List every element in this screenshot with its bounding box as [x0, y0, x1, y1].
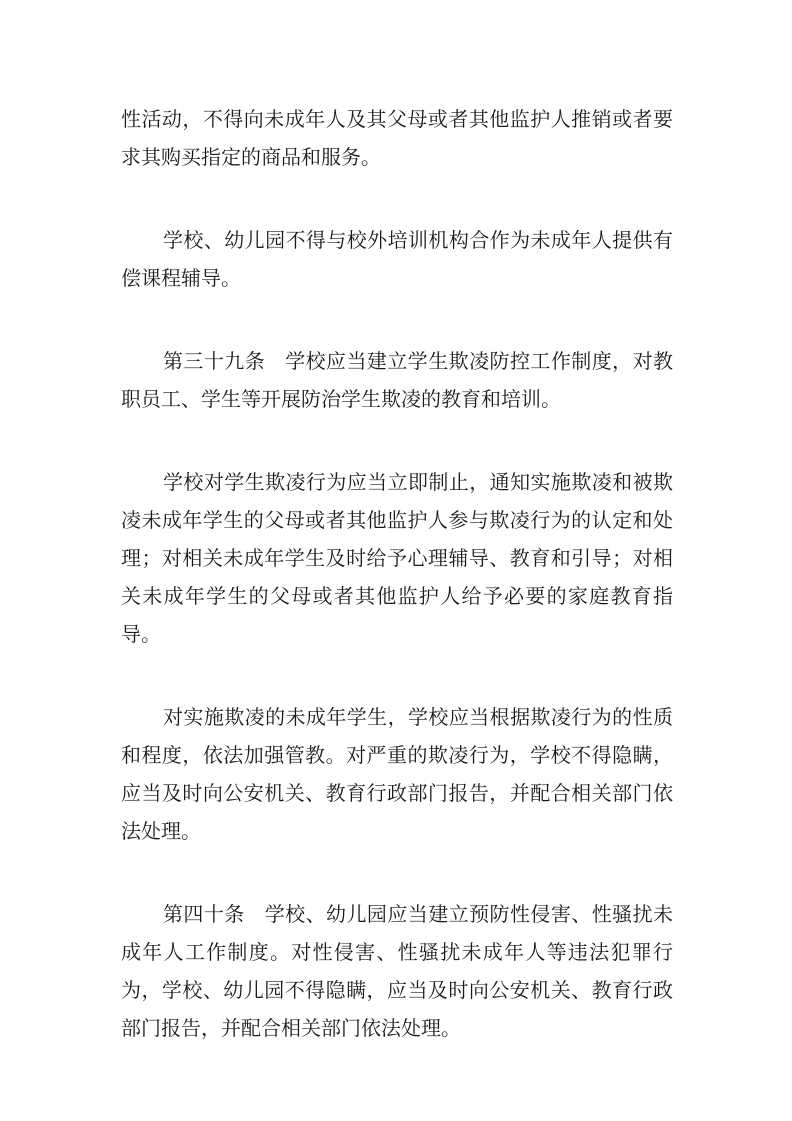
paragraph-3	[121, 342, 673, 418]
paragraph-1	[121, 100, 673, 176]
paragraph-text: 学校、幼儿园应当建立预防性侵害、性骚扰未成年人工作制度。对性侵害、性骚扰未成年人等违法犯罪行为，学校、幼儿园不得隐瞒，应当及时向公安机关、教育行政部门报告，并配合相关部门依法处理。	[121, 902, 674, 1040]
paragraph-5	[121, 698, 673, 850]
document-body	[121, 100, 673, 1047]
paragraph-text: 学校、幼儿园不得与校外培训机构合作为未成年人提供有偿课程辅导。	[121, 228, 673, 290]
paragraph-text: 对实施欺凌的未成年学生，学校应当根据欺凌行为的性质和程度，依法加强管教。对严重的欺凌行为，学校不得隐瞒，应当及时向公安机关、教育行政部门报告，并配合相关部门依法处理。	[121, 705, 673, 843]
paragraph-4	[121, 463, 673, 653]
article-number: 第三十九条	[163, 349, 266, 373]
paragraph-text: 性活动，不得向未成年人及其父母或者其他监护人推销或者要求其购买指定的商品和服务。	[121, 107, 673, 169]
paragraph-6	[121, 895, 673, 1047]
paragraph-text: 学校对学生欺凌行为应当立即制止，通知实施欺凌和被欺凌未成年学生的父母或者其他监护人参与欺凌行为的认定和处理；对相关未成年学生及时给予心理辅导、教育和引导；对相关未成年学生的父母或者其他监护人给予必要的家庭教育指导。	[121, 470, 673, 646]
paragraph-2	[121, 221, 673, 297]
paragraph-text: 学校应当建立学生欺凌防控工作制度，对教职员工、学生等开展防治学生欺凌的教育和培训。	[121, 349, 674, 411]
article-number: 第四十条	[163, 902, 245, 926]
